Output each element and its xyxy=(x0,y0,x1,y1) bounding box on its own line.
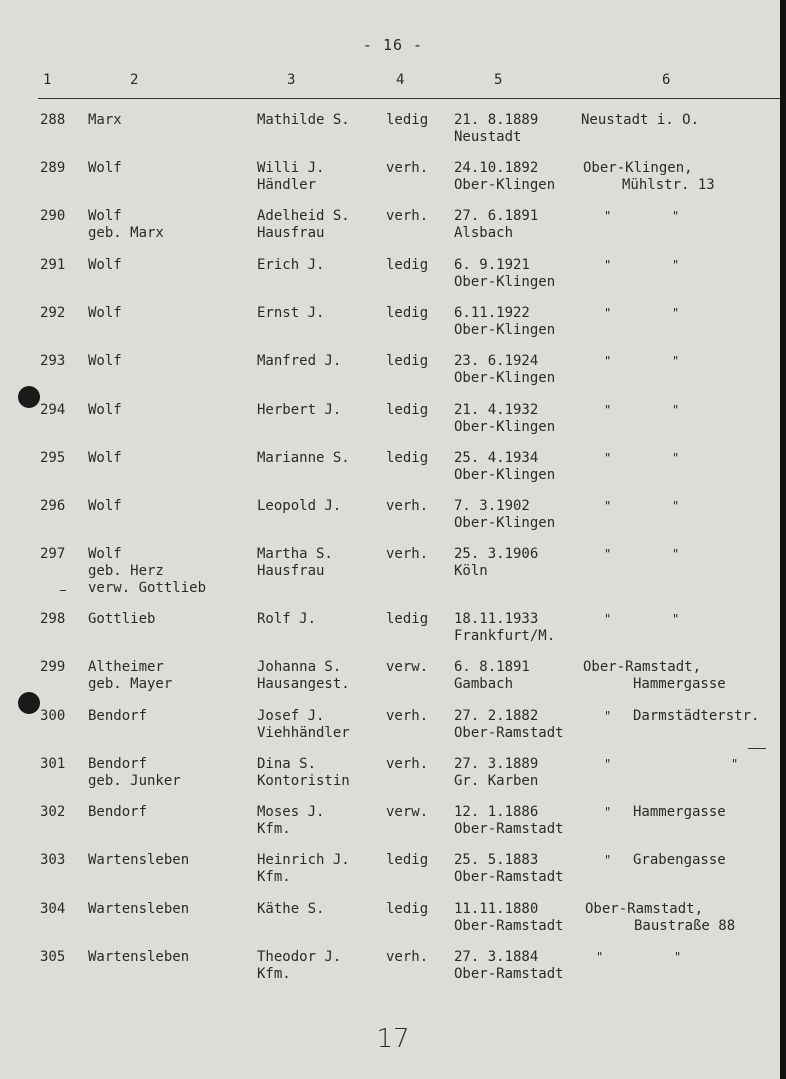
residence-town: " xyxy=(596,950,604,964)
marital-status: ledig xyxy=(386,611,429,627)
birth-place: Ober-Ramstadt xyxy=(454,918,564,934)
given-name: Moses J. xyxy=(257,804,325,820)
given-name: Erich J. xyxy=(257,257,325,273)
surname: Wolf xyxy=(88,257,122,273)
residence-town: " xyxy=(604,547,612,561)
residence-town: " xyxy=(604,853,612,867)
surname: verw. Gottlieb xyxy=(88,580,207,596)
surname: Altheimer xyxy=(88,659,164,675)
birth-place: Gr. Karben xyxy=(454,773,539,789)
given-name: Händler xyxy=(257,177,317,193)
marital-status: verh. xyxy=(386,498,429,514)
surname: Marx xyxy=(88,112,122,128)
birth-place: Ober-Klingen xyxy=(454,419,556,435)
entry-number: 302 xyxy=(40,804,66,820)
punch-hole-bottom xyxy=(18,692,40,714)
surname: geb. Mayer xyxy=(88,676,173,692)
given-name: Ernst J. xyxy=(257,305,325,321)
surname: Wolf xyxy=(88,208,122,224)
given-name: Kontoristin xyxy=(257,773,350,789)
column-header-3: 3 xyxy=(287,72,296,88)
entry-number: 294 xyxy=(40,402,66,418)
table-row xyxy=(0,498,786,546)
residence-street: Hammergasse xyxy=(633,676,726,692)
given-name: Rolf J. xyxy=(257,611,317,627)
residence-town: " xyxy=(604,451,612,465)
given-name: Johanna S. xyxy=(257,659,342,675)
birth-date: 6. 8.1891 xyxy=(454,659,530,675)
surname: Wartensleben xyxy=(88,949,190,965)
table-row xyxy=(0,112,786,160)
surname: Bendorf xyxy=(88,804,148,820)
table-row xyxy=(0,257,786,305)
residence-street: " xyxy=(672,499,680,513)
surname: Wolf xyxy=(88,402,122,418)
marital-status: verh. xyxy=(386,160,429,176)
surname: Wolf xyxy=(88,450,122,466)
table-row xyxy=(0,160,786,208)
birth-date: 25. 5.1883 xyxy=(454,852,539,868)
table-row xyxy=(0,353,786,401)
given-name: Kfm. xyxy=(257,966,291,982)
table-row xyxy=(0,708,786,756)
birth-place: Ober-Ramstadt xyxy=(454,821,564,837)
birth-date: 27. 3.1884 xyxy=(454,949,539,965)
birth-place: Ober-Klingen xyxy=(454,177,556,193)
entry-number: 304 xyxy=(40,901,66,917)
surname: Wolf xyxy=(88,498,122,514)
surname: Wolf xyxy=(88,353,122,369)
residence-town: " xyxy=(604,805,612,819)
residence-street: Hammergasse xyxy=(633,804,726,820)
birth-date: 21. 8.1889 xyxy=(454,112,539,128)
entry-number: 292 xyxy=(40,305,66,321)
marital-status: ledig xyxy=(386,852,429,868)
column-header-2: 2 xyxy=(130,72,139,88)
residence-town: " xyxy=(604,258,612,272)
entry-number: 291 xyxy=(40,257,66,273)
birth-place: Ober-Ramstadt xyxy=(454,725,564,741)
column-header-1: 1 xyxy=(43,72,52,88)
given-name: Theodor J. xyxy=(257,949,342,965)
given-name: Viehhändler xyxy=(257,725,350,741)
residence-town: " xyxy=(604,306,612,320)
birth-date: 23. 6.1924 xyxy=(454,353,539,369)
given-name: Marianne S. xyxy=(257,450,350,466)
residence-town: " xyxy=(604,403,612,417)
given-name: Dina S. xyxy=(257,756,317,772)
surname: Gottlieb xyxy=(88,611,156,627)
residence-town: " xyxy=(604,209,612,223)
given-name: Kfm. xyxy=(257,869,291,885)
marital-status: ledig xyxy=(386,112,429,128)
birth-date: 7. 3.1902 xyxy=(454,498,530,514)
birth-date: 27. 6.1891 xyxy=(454,208,539,224)
entry-number: 293 xyxy=(40,353,66,369)
residence-street: " xyxy=(674,950,682,964)
birth-place: Ober-Klingen xyxy=(454,274,556,290)
surname: Wartensleben xyxy=(88,852,190,868)
marital-status: ledig xyxy=(386,257,429,273)
given-name: Adelheid S. xyxy=(257,208,350,224)
table-row xyxy=(0,659,786,707)
residence-street: Grabengasse xyxy=(633,852,726,868)
entry-number: 288 xyxy=(40,112,66,128)
table-row xyxy=(0,756,786,804)
residence-town: Neustadt i. O. xyxy=(581,112,700,128)
marital-status: ledig xyxy=(386,901,429,917)
surname: Wolf xyxy=(88,305,122,321)
table-row xyxy=(0,450,786,498)
given-name: Herbert J. xyxy=(257,402,342,418)
surname: geb. Herz xyxy=(88,563,164,579)
margin-mark xyxy=(748,748,766,749)
table-row xyxy=(0,208,786,256)
table-row xyxy=(0,305,786,353)
header-rule xyxy=(38,98,780,99)
birth-place: Ober-Klingen xyxy=(454,467,556,483)
birth-date: 6.11.1922 xyxy=(454,305,530,321)
marital-status: verw. xyxy=(386,659,429,675)
marital-status: verw. xyxy=(386,804,429,820)
residence-street: " xyxy=(672,547,680,561)
entry-number: 289 xyxy=(40,160,66,176)
residence-street: " xyxy=(672,306,680,320)
residence-town: " xyxy=(604,709,612,723)
birth-date: 25. 3.1906 xyxy=(454,546,539,562)
residence-street: Baustraße 88 xyxy=(634,918,736,934)
residence-town: Ober-Ramstadt, xyxy=(583,659,702,675)
entry-number: 290 xyxy=(40,208,66,224)
residence-street: " xyxy=(672,612,680,626)
margin-dash xyxy=(60,590,66,591)
birth-place: Ober-Klingen xyxy=(454,370,556,386)
given-name: Martha S. xyxy=(257,546,333,562)
marital-status: ledig xyxy=(386,402,429,418)
residence-town: Ober-Klingen, xyxy=(583,160,693,176)
birth-date: 24.10.1892 xyxy=(454,160,539,176)
birth-place: Ober-Klingen xyxy=(454,515,556,531)
column-header-6: 6 xyxy=(662,72,671,88)
page-number-bottom: 17 xyxy=(376,1024,410,1054)
given-name: Hausfrau xyxy=(257,563,325,579)
surname: geb. Marx xyxy=(88,225,164,241)
residence-town: " xyxy=(604,354,612,368)
column-header-5: 5 xyxy=(494,72,503,88)
birth-date: 27. 2.1882 xyxy=(454,708,539,724)
entry-number: 296 xyxy=(40,498,66,514)
surname: geb. Junker xyxy=(88,773,181,789)
residence-town: " xyxy=(604,499,612,513)
column-header-4: 4 xyxy=(396,72,405,88)
marital-status: verh. xyxy=(386,949,429,965)
page-number-top: - 16 - xyxy=(362,36,424,54)
residence-street: Darmstädterstr. xyxy=(633,708,760,724)
birth-place: Ober-Ramstadt xyxy=(454,966,564,982)
surname: Wartensleben xyxy=(88,901,190,917)
given-name: Manfred J. xyxy=(257,353,342,369)
birth-date: 12. 1.1886 xyxy=(454,804,539,820)
marital-status: verh. xyxy=(386,708,429,724)
entry-number: 295 xyxy=(40,450,66,466)
marital-status: verh. xyxy=(386,546,429,562)
table-row xyxy=(0,949,786,997)
surname: Wolf xyxy=(88,160,122,176)
residence-street: " xyxy=(731,757,739,771)
given-name: Willi J. xyxy=(257,160,325,176)
surname: Bendorf xyxy=(88,708,148,724)
table-row xyxy=(0,546,786,594)
residence-town: " xyxy=(604,612,612,626)
birth-place: Neustadt xyxy=(454,129,522,145)
birth-date: 18.11.1933 xyxy=(454,611,539,627)
table-row xyxy=(0,402,786,450)
table-row xyxy=(0,852,786,900)
birth-date: 21. 4.1932 xyxy=(454,402,539,418)
marital-status: verh. xyxy=(386,208,429,224)
birth-date: 27. 3.1889 xyxy=(454,756,539,772)
entry-number: 305 xyxy=(40,949,66,965)
birth-date: 11.11.1880 xyxy=(454,901,539,917)
marital-status: ledig xyxy=(386,353,429,369)
birth-date: 25. 4.1934 xyxy=(454,450,539,466)
given-name: Leopold J. xyxy=(257,498,342,514)
entry-number: 300 xyxy=(40,708,66,724)
residence-street: " xyxy=(672,403,680,417)
punch-hole-top xyxy=(18,386,40,408)
residence-street: " xyxy=(672,209,680,223)
residence-street: " xyxy=(672,451,680,465)
marital-status: verh. xyxy=(386,756,429,772)
given-name: Kfm. xyxy=(257,821,291,837)
given-name: Mathilde S. xyxy=(257,112,350,128)
residence-street: Mühlstr. 13 xyxy=(622,177,715,193)
given-name: Hausangest. xyxy=(257,676,350,692)
given-name: Heinrich J. xyxy=(257,852,350,868)
birth-place: Gambach xyxy=(454,676,514,692)
birth-place: Alsbach xyxy=(454,225,514,241)
entry-number: 303 xyxy=(40,852,66,868)
surname: Bendorf xyxy=(88,756,148,772)
residence-street: " xyxy=(672,258,680,272)
table-row xyxy=(0,611,786,659)
marital-status: ledig xyxy=(386,305,429,321)
residence-street: " xyxy=(672,354,680,368)
birth-place: Ober-Klingen xyxy=(454,322,556,338)
birth-date: 6. 9.1921 xyxy=(454,257,530,273)
residence-town: " xyxy=(604,757,612,771)
birth-place: Ober-Ramstadt xyxy=(454,869,564,885)
surname: Wolf xyxy=(88,546,122,562)
entry-number: 301 xyxy=(40,756,66,772)
residence-town: Ober-Ramstadt, xyxy=(585,901,704,917)
given-name: Hausfrau xyxy=(257,225,325,241)
given-name: Josef J. xyxy=(257,708,325,724)
birth-place: Köln xyxy=(454,563,488,579)
marital-status: ledig xyxy=(386,450,429,466)
birth-place: Frankfurt/M. xyxy=(454,628,556,644)
entry-number: 299 xyxy=(40,659,66,675)
table-row xyxy=(0,901,786,949)
entry-number: 298 xyxy=(40,611,66,627)
given-name: Käthe S. xyxy=(257,901,325,917)
entry-number: 297 xyxy=(40,546,66,562)
table-row xyxy=(0,804,786,852)
